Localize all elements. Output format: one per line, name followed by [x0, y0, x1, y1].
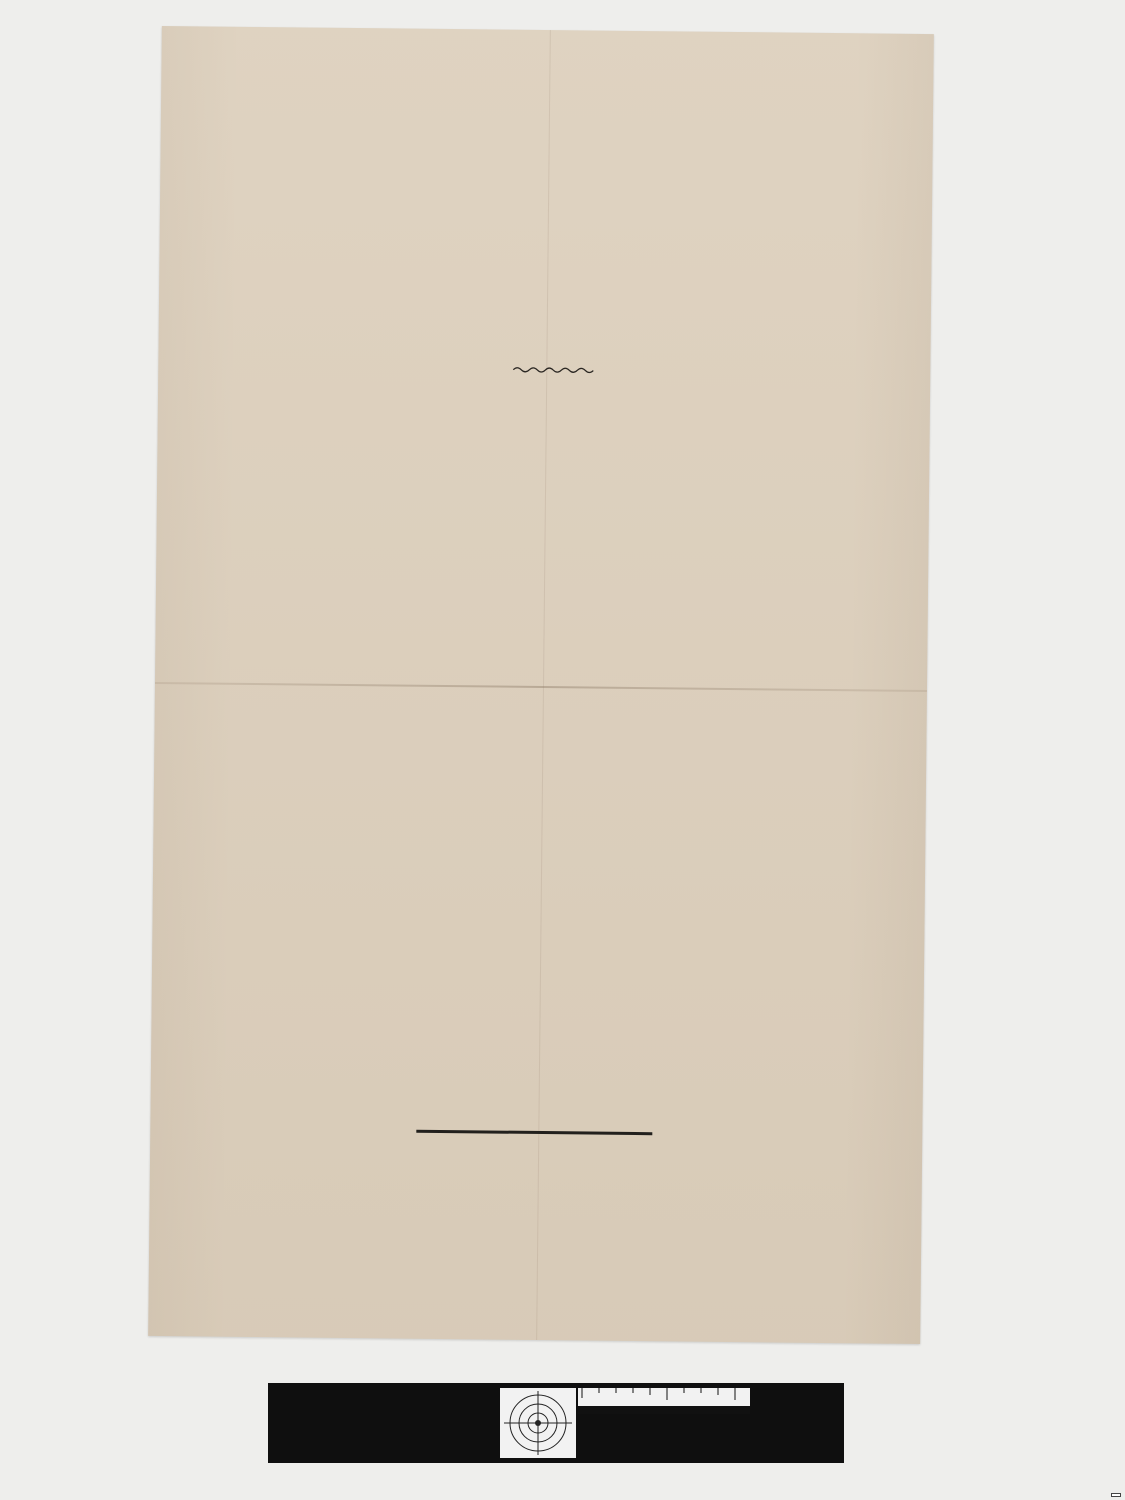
crosshair-target: [500, 1388, 576, 1458]
ornament-divider: [511, 365, 595, 376]
metric-ruler: [578, 1388, 750, 1414]
document-title: [245, 195, 847, 201]
paragraph: [268, 387, 840, 393]
paragraph: [268, 387, 840, 393]
paragraph: [268, 387, 840, 393]
color-calibration-target: [268, 1383, 844, 1463]
paragraph: [268, 387, 840, 393]
catalog-number: [1111, 1493, 1121, 1497]
paragraph: [268, 387, 840, 393]
document-subtitle: [159, 306, 931, 314]
ruler-ticks: [578, 1388, 750, 1414]
document-sheet: [148, 26, 934, 1344]
rules-text: [268, 387, 840, 393]
fold-crease-horizontal: [155, 682, 927, 692]
paragraph: [268, 387, 840, 393]
closing-rule: [416, 1130, 652, 1135]
crosshair-icon: [500, 1388, 576, 1458]
